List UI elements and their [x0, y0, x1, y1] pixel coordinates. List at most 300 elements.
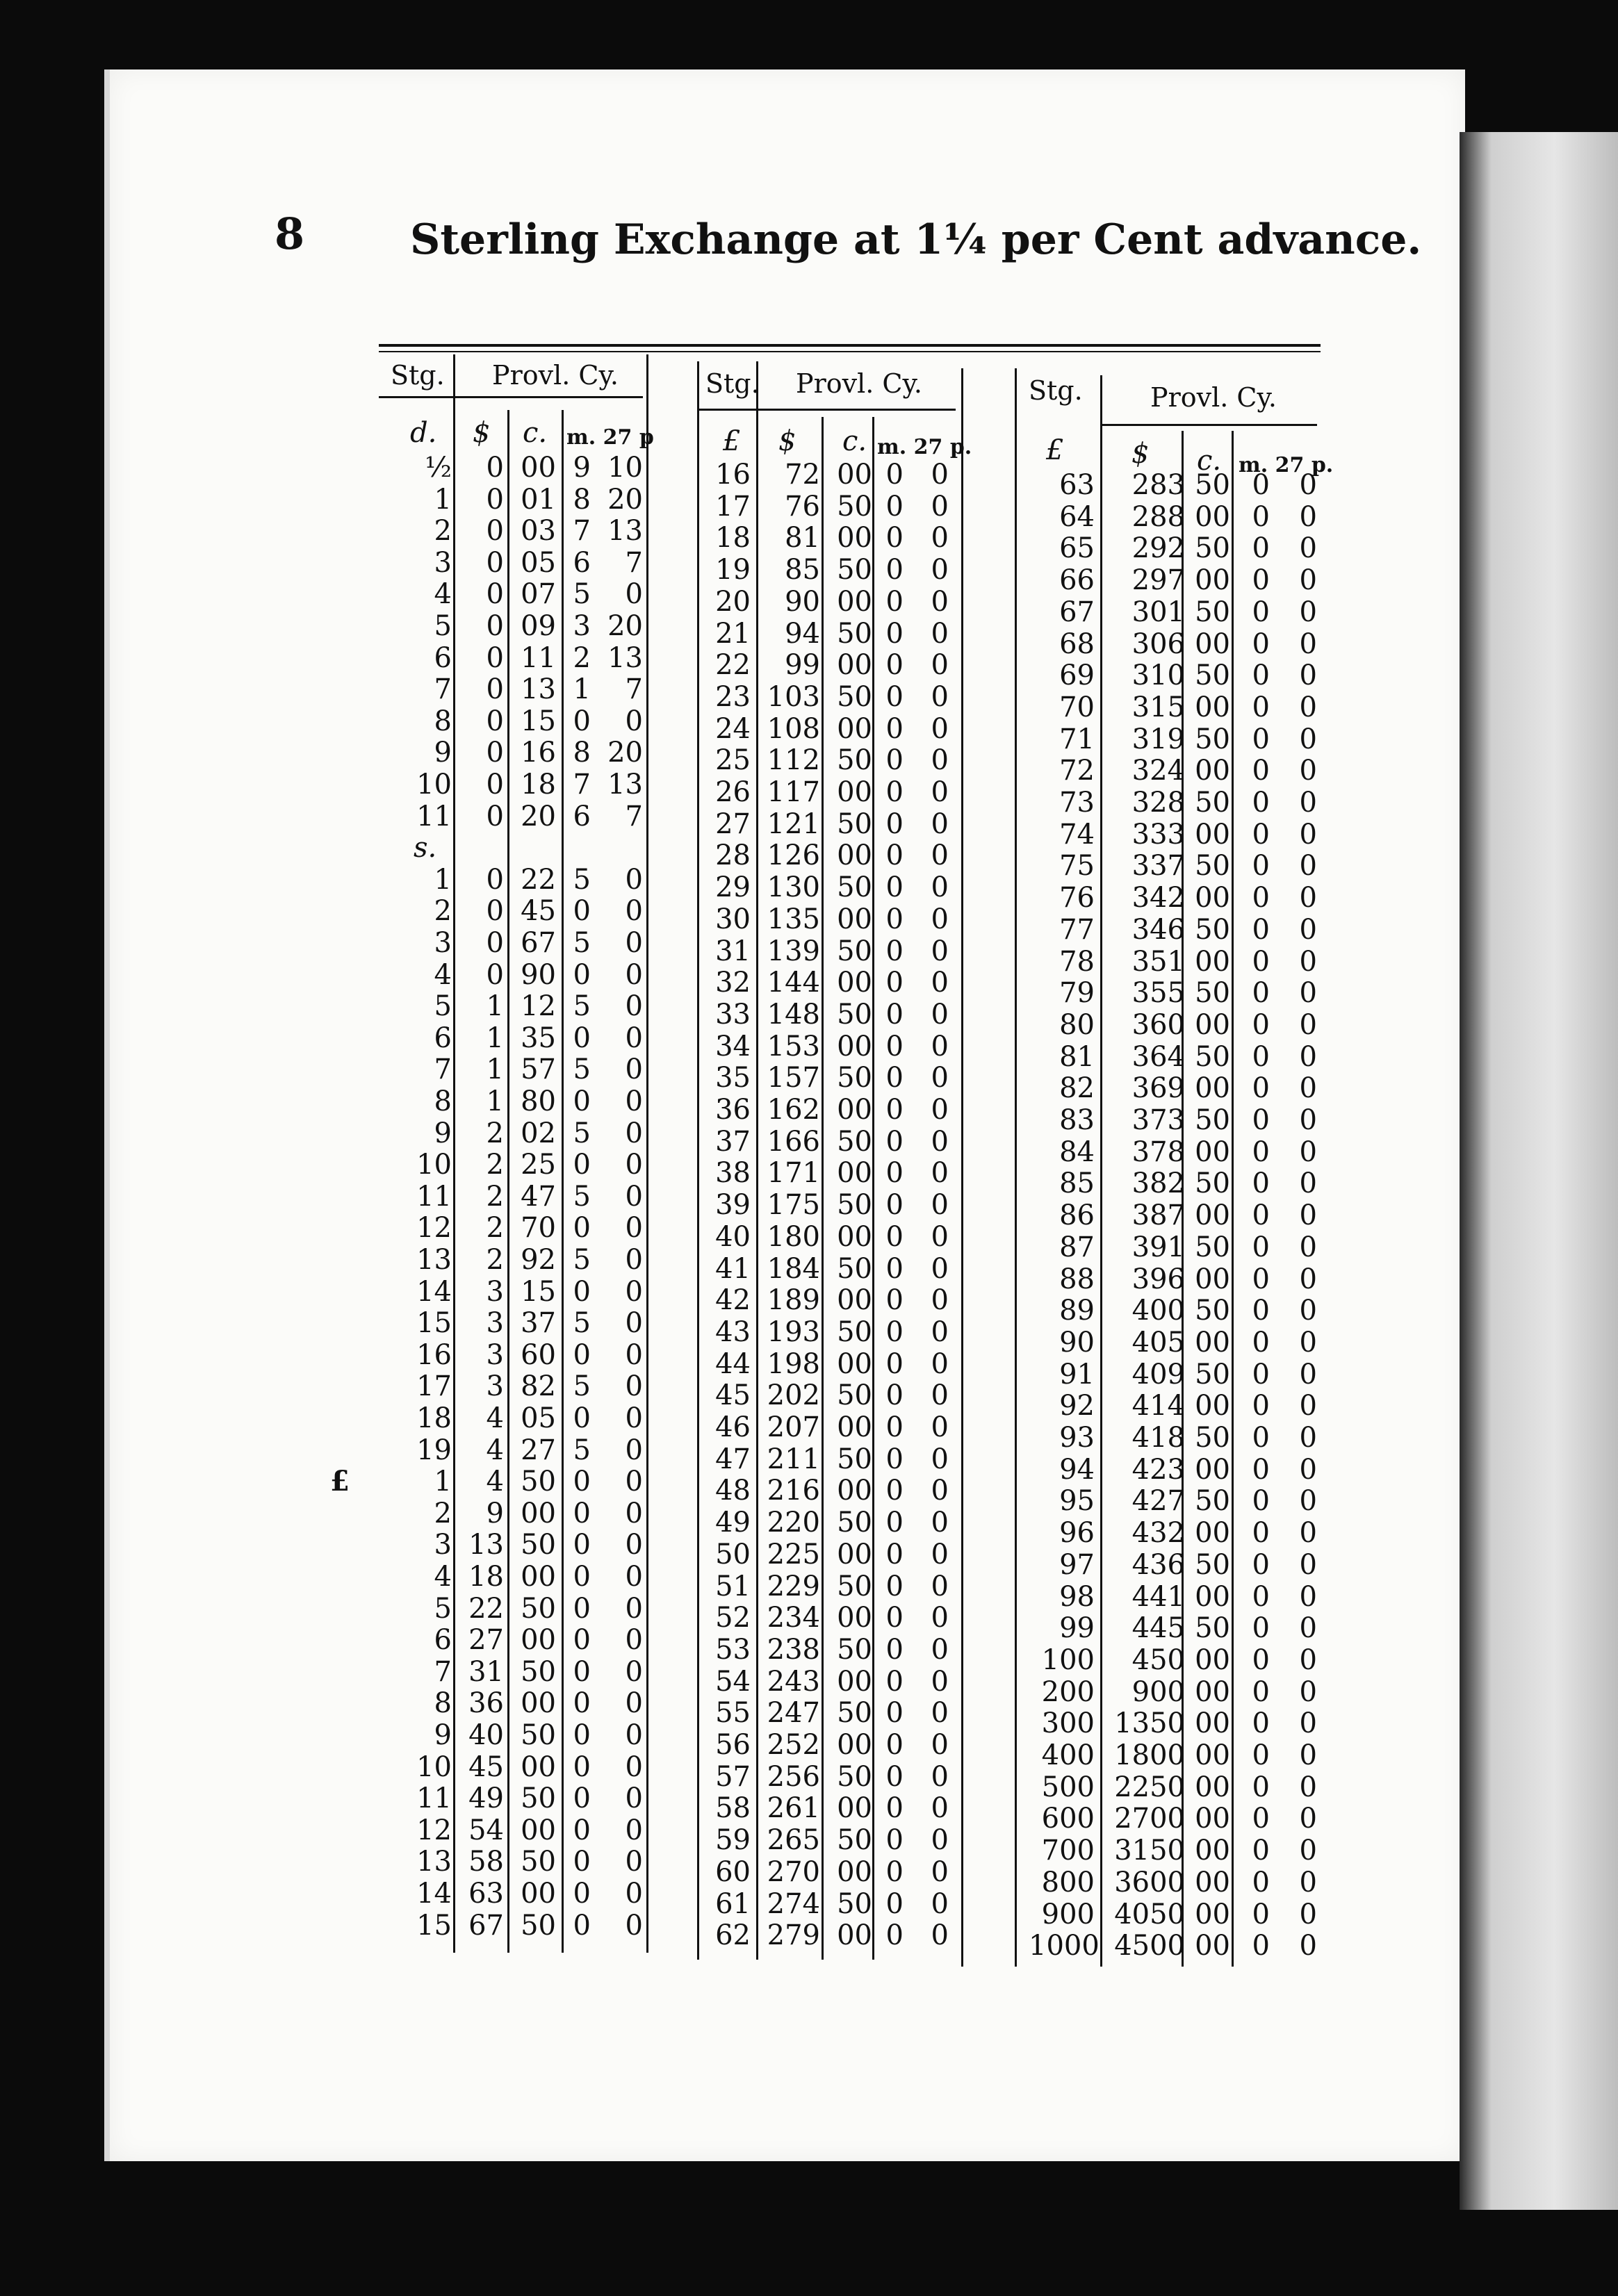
dollars-value: 63	[468, 1878, 504, 1910]
pence-value: 0	[625, 927, 643, 959]
mills-value: 0	[885, 1602, 904, 1634]
col2-header-rule	[698, 409, 956, 411]
pence-value: 0	[931, 459, 949, 491]
cents-value: 00	[1195, 1263, 1230, 1295]
dollars-value: 427	[1131, 1485, 1185, 1518]
pence-value: 0	[625, 1466, 643, 1498]
stg-value: 89	[1059, 1295, 1095, 1327]
pence-value: 0	[931, 1570, 949, 1602]
mills-value: 0	[1252, 945, 1270, 978]
stg-value: 16	[416, 1338, 452, 1371]
mills-value: 0	[885, 1443, 904, 1475]
pence-value: 0	[931, 1760, 949, 1793]
mills-value: 0	[573, 1750, 591, 1783]
dollars-value: 58	[468, 1846, 504, 1878]
mills-value: 0	[1252, 1231, 1270, 1263]
dollars-value: 0	[486, 705, 504, 737]
table-row	[379, 1910, 650, 1942]
pence-value: 0	[625, 578, 643, 611]
mills-value: 0	[885, 967, 904, 999]
cents-value: 20	[521, 800, 556, 833]
pence-value: 0	[625, 1180, 643, 1213]
pence-value: 0	[1299, 1104, 1317, 1136]
dollars-value: 0	[486, 515, 504, 548]
stg-value: 30	[715, 903, 751, 935]
table-row	[379, 705, 650, 737]
pence-value: 0	[625, 1878, 643, 1910]
dollars-value: 261	[767, 1792, 820, 1825]
pence-value: 7	[625, 673, 643, 706]
mills-value: 0	[885, 1507, 904, 1539]
cents-value: 00	[1195, 945, 1230, 978]
mills-value: 0	[1252, 1517, 1270, 1550]
col2-provl-header: Provl. Cy.	[796, 368, 922, 399]
dollars-value: 0	[486, 483, 504, 516]
cents-value: 00	[1195, 1453, 1230, 1486]
stg-value: 19	[715, 554, 751, 587]
mills-value: 0	[1252, 691, 1270, 723]
pence-value: 0	[1299, 1612, 1317, 1645]
column-1-table	[330, 452, 650, 1946]
mills-value: 0	[885, 839, 904, 872]
stg-value: 60	[715, 1855, 751, 1888]
stg-value: ½	[425, 452, 452, 484]
cents-value: 50	[1195, 1167, 1230, 1200]
stg-value: 78	[1059, 945, 1095, 978]
dollars-value: 189	[767, 1284, 820, 1317]
pence-value: 0	[931, 1030, 949, 1063]
table-row	[698, 1221, 963, 1253]
pence-value: 0	[931, 744, 949, 777]
dollars-value: 67	[468, 1909, 504, 1942]
cents-value: 00	[1195, 1675, 1230, 1708]
stg-value: 40	[715, 1220, 751, 1253]
table-row	[698, 967, 963, 999]
dollars-value: 49	[468, 1782, 504, 1815]
mills-value: 0	[885, 1252, 904, 1285]
pence-value: 0	[625, 1687, 643, 1720]
mills-value: 5	[573, 1307, 591, 1340]
dollars-value: 18	[468, 1561, 504, 1593]
cents-value: 00	[1195, 628, 1230, 660]
dollars-value: 4	[486, 1434, 504, 1466]
dollars-value: 22	[468, 1592, 504, 1625]
dollars-value: 126	[767, 839, 820, 872]
cents-value: 18	[521, 769, 556, 801]
table-row	[379, 1687, 650, 1719]
mills-value: 0	[1252, 1072, 1270, 1105]
cents-value: 00	[837, 1538, 872, 1571]
table-row	[379, 1782, 650, 1814]
stg-value: 7	[434, 1053, 452, 1086]
dollars-value: 40	[468, 1719, 504, 1751]
dollars-value: 3600	[1114, 1866, 1185, 1899]
pence-value: 0	[931, 839, 949, 872]
pence-value: 0	[625, 1212, 643, 1245]
mills-value: 0	[573, 1529, 591, 1561]
stg-value: 74	[1059, 818, 1095, 851]
cents-value: 50	[837, 490, 872, 523]
table-row	[1015, 1930, 1321, 1962]
stg-value: 50	[715, 1538, 751, 1571]
mills-value: 0	[573, 1497, 591, 1530]
dollars-value: 85	[785, 554, 820, 587]
mills-value: 0	[885, 1760, 904, 1793]
stg-value: 11	[416, 1180, 452, 1213]
table-row	[379, 927, 650, 959]
table-row	[379, 1212, 650, 1244]
stg-value: 69	[1059, 659, 1095, 692]
dollars-value: 0	[486, 578, 504, 611]
table-row	[379, 959, 650, 991]
stg-value: 23	[715, 680, 751, 713]
dollars-value: 112	[767, 744, 820, 777]
stg-value: 4	[434, 958, 452, 991]
dollars-value: 0	[486, 673, 504, 706]
stg-value: 77	[1059, 913, 1095, 946]
cents-value: 50	[1195, 913, 1230, 946]
dollars-value: 324	[1131, 755, 1185, 787]
shillings-label-text: s.	[414, 832, 437, 864]
stg-value: 11	[416, 800, 452, 833]
cents-value: 00	[521, 1878, 556, 1910]
cents-value: 00	[521, 452, 556, 484]
stg-value: 94	[1059, 1453, 1095, 1486]
cents-value: 00	[1195, 1835, 1230, 1867]
cents-value: 00	[837, 776, 872, 808]
cents-value: 00	[1195, 1739, 1230, 1771]
table-row	[379, 1529, 650, 1561]
cents-value: 00	[1195, 1008, 1230, 1041]
mills-value: 0	[885, 1157, 904, 1190]
pence-value: 0	[931, 1538, 949, 1571]
table-row	[379, 801, 650, 833]
table-row	[1015, 819, 1321, 851]
dollars-value: 265	[767, 1824, 820, 1857]
dollars-value: 2700	[1114, 1803, 1185, 1835]
cents-value: 47	[521, 1180, 556, 1213]
mills-value: 0	[573, 1592, 591, 1625]
cents-value: 00	[1195, 1771, 1230, 1803]
table-row	[379, 484, 650, 516]
pence-value: 0	[1299, 1803, 1317, 1835]
stg-value: 17	[715, 490, 751, 523]
mills-value: 0	[1252, 1643, 1270, 1676]
dollars-value: 103	[767, 680, 820, 713]
stg-value: 4	[434, 578, 452, 611]
table-row	[379, 1307, 650, 1339]
pence-value: 0	[931, 1157, 949, 1190]
dollars-value: 369	[1131, 1072, 1185, 1105]
table-row	[698, 1507, 963, 1539]
dollars-value: 207	[767, 1411, 820, 1443]
pence-value: 0	[1299, 977, 1317, 1010]
stg-value: 99	[1059, 1612, 1095, 1645]
cents-value: 00	[1195, 1135, 1230, 1168]
table-row	[379, 1656, 650, 1688]
cents-value: 25	[521, 1149, 556, 1181]
mills-value: 9	[573, 452, 591, 484]
cents-value: 50	[837, 935, 872, 967]
mills-value: 0	[885, 1570, 904, 1602]
pence-value: 0	[1299, 1580, 1317, 1613]
stg-value: 100	[1041, 1643, 1095, 1676]
table-row	[379, 1434, 650, 1466]
mills-value: 0	[1252, 850, 1270, 883]
table-row	[1015, 787, 1321, 819]
mills-value: 0	[573, 1149, 591, 1181]
pence-value: 0	[1299, 787, 1317, 819]
table-row	[379, 990, 650, 1022]
cents-value: 50	[1195, 1485, 1230, 1518]
dollars-value: 405	[1131, 1326, 1185, 1359]
table-row	[1015, 1199, 1321, 1231]
cents-value: 82	[521, 1370, 556, 1403]
table-row	[379, 769, 650, 801]
table-row	[698, 1602, 963, 1634]
cents-value: 15	[521, 705, 556, 737]
stg-value: 500	[1041, 1771, 1095, 1803]
dollars-value: 157	[767, 1062, 820, 1094]
mills-value: 0	[573, 1909, 591, 1942]
table-row	[698, 839, 963, 871]
cents-value: 09	[521, 610, 556, 642]
mills-value: 0	[573, 1687, 591, 1720]
cents-value: 16	[521, 737, 556, 769]
stg-value: 700	[1041, 1835, 1095, 1867]
dollars-value: 166	[767, 1125, 820, 1158]
mills-value: 0	[573, 1624, 591, 1657]
table-row	[1015, 977, 1321, 1009]
mills-value: 0	[1252, 1167, 1270, 1200]
mills-value: 0	[1252, 1263, 1270, 1295]
stg-value: 20	[715, 585, 751, 618]
table-row	[698, 935, 963, 967]
mills-value: 0	[1252, 1866, 1270, 1899]
stg-value: 25	[715, 744, 751, 777]
pence-value: 20	[607, 737, 643, 769]
table-row	[379, 1466, 650, 1498]
pence-value: 0	[1299, 1675, 1317, 1708]
table-row	[698, 1062, 963, 1094]
cents-value: 50	[837, 744, 872, 777]
cents-value: 50	[1195, 532, 1230, 565]
stg-value: 6	[434, 641, 452, 674]
stg-value: 55	[715, 1697, 751, 1730]
dollars-value: 328	[1131, 787, 1185, 819]
cents-value: 50	[837, 680, 872, 713]
dollars-value: 351	[1131, 945, 1185, 978]
dollars-value: 450	[1131, 1643, 1185, 1676]
table-row	[379, 1751, 650, 1783]
dollars-value: 360	[1131, 1008, 1185, 1041]
dollars-value: 2	[486, 1212, 504, 1245]
mills-value: 0	[885, 1697, 904, 1730]
table-row	[698, 871, 963, 903]
stg-value: 10	[416, 1750, 452, 1783]
table-row	[379, 1085, 650, 1117]
dollars-value: 279	[767, 1919, 820, 1952]
pence-value: 0	[625, 1529, 643, 1561]
dollars-value: 1350	[1114, 1707, 1185, 1740]
book-spine	[1460, 132, 1618, 2210]
cents-value: 50	[1195, 596, 1230, 628]
table-row	[698, 1094, 963, 1126]
cents-value: 50	[1195, 1358, 1230, 1391]
mills-value: 0	[885, 1538, 904, 1571]
dollars-value: 414	[1131, 1390, 1185, 1422]
pence-value: 0	[1299, 1390, 1317, 1422]
pence-value: 0	[931, 680, 949, 713]
cents-value: 00	[1195, 1580, 1230, 1613]
table-row	[1015, 1327, 1321, 1359]
stg-value: 83	[1059, 1104, 1095, 1136]
pence-value: 0	[931, 1252, 949, 1285]
mills-value: 0	[885, 903, 904, 935]
dollars-value: 256	[767, 1760, 820, 1793]
pence-value: 0	[625, 1592, 643, 1625]
dollars-value: 288	[1131, 500, 1185, 533]
table-row	[698, 491, 963, 523]
dollars-value: 400	[1131, 1295, 1185, 1327]
table-row	[379, 1022, 650, 1054]
mills-value: 0	[885, 617, 904, 650]
stg-value: 16	[715, 459, 751, 491]
dollars-value: 432	[1131, 1517, 1185, 1550]
dollars-value: 220	[767, 1507, 820, 1539]
col3-header-rule	[1102, 424, 1317, 426]
stg-value: 18	[715, 522, 751, 555]
dollars-value: 0	[486, 769, 504, 801]
stg-value: 33	[715, 998, 751, 1031]
pence-value: 0	[1299, 1326, 1317, 1359]
mills-value: 0	[1252, 1675, 1270, 1708]
dollars-value: 297	[1131, 564, 1185, 597]
table-row	[1015, 469, 1321, 501]
stg-value: 85	[1059, 1167, 1095, 1200]
col3-sub-mills: m. 27 p.	[1239, 453, 1334, 477]
cents-value: 50	[837, 1570, 872, 1602]
cents-value: 37	[521, 1307, 556, 1340]
dollars-value: 0	[486, 641, 504, 674]
table-row	[698, 1856, 963, 1888]
cents-value: 11	[521, 641, 556, 674]
mills-value: 0	[573, 1022, 591, 1054]
stg-value: 64	[1059, 500, 1095, 533]
mills-value: 0	[1252, 1707, 1270, 1740]
stg-value: 87	[1059, 1231, 1095, 1263]
stg-value: 5	[434, 610, 452, 642]
mills-value: 0	[1252, 469, 1270, 501]
table-row	[379, 1593, 650, 1625]
mills-value: 0	[1252, 1739, 1270, 1771]
pence-value: 0	[1299, 659, 1317, 692]
pence-value: 0	[1299, 1167, 1317, 1200]
mills-value: 0	[885, 1094, 904, 1126]
mills-value: 0	[573, 1719, 591, 1751]
title-rule-top	[379, 344, 1321, 347]
stg-value: 31	[715, 935, 751, 967]
stg-value: 43	[715, 1315, 751, 1348]
mills-value: 0	[573, 1846, 591, 1878]
mills-value: 0	[1252, 1771, 1270, 1803]
pence-value: 0	[1299, 1643, 1317, 1676]
cents-value: 00	[837, 1792, 872, 1825]
table-row	[1015, 1167, 1321, 1199]
mills-value: 0	[1252, 977, 1270, 1010]
table-row	[698, 1697, 963, 1729]
pence-value: 0	[1299, 1199, 1317, 1232]
pence-value: 0	[931, 1189, 949, 1222]
cents-value: 05	[521, 546, 556, 579]
table-row	[698, 999, 963, 1031]
dollars-value: 3	[486, 1275, 504, 1308]
pence-value: 0	[931, 1411, 949, 1443]
table-row	[379, 1498, 650, 1530]
mills-value: 0	[1252, 1135, 1270, 1168]
dollars-value: 2	[486, 1180, 504, 1213]
dollars-value: 333	[1131, 818, 1185, 851]
pence-value: 0	[1299, 1358, 1317, 1391]
dollars-value: 0	[486, 927, 504, 959]
pence-value: 13	[607, 515, 643, 548]
dollars-value: 211	[767, 1443, 820, 1475]
cents-value: 00	[837, 1729, 872, 1761]
stg-value: 9	[434, 1719, 452, 1751]
table-row	[379, 1370, 650, 1402]
stg-value: 13	[416, 1244, 452, 1276]
stg-value: 88	[1059, 1263, 1095, 1295]
pence-value: 0	[1299, 723, 1317, 755]
mills-value: 0	[1252, 1548, 1270, 1581]
pence-value: 0	[931, 490, 949, 523]
table-row	[1015, 1517, 1321, 1549]
stg-value: 44	[715, 1347, 751, 1380]
table-row	[1015, 659, 1321, 691]
mills-value: 0	[1252, 659, 1270, 692]
stg-value: 96	[1059, 1517, 1095, 1550]
stg-value: 80	[1059, 1008, 1095, 1041]
stg-value: 6	[434, 1022, 452, 1054]
dollars-value: 292	[1131, 532, 1185, 565]
cents-value: 50	[837, 1443, 872, 1475]
cents-value: 00	[1195, 500, 1230, 533]
pence-value: 0	[1299, 596, 1317, 628]
pence-value: 0	[1299, 1295, 1317, 1327]
cents-value: 50	[1195, 1040, 1230, 1073]
table-row	[379, 452, 650, 484]
table-row	[1015, 1612, 1321, 1644]
cents-value: 00	[837, 649, 872, 682]
mills-value: 0	[885, 1125, 904, 1158]
mills-value: 0	[885, 459, 904, 491]
cents-value: 50	[1195, 659, 1230, 692]
pence-value: 0	[1299, 469, 1317, 501]
mills-value: 0	[573, 1814, 591, 1846]
table-row	[379, 1053, 650, 1085]
cents-value: 00	[521, 1561, 556, 1593]
pence-value: 0	[625, 1497, 643, 1530]
table-row	[379, 1181, 650, 1213]
stg-value: 59	[715, 1824, 751, 1857]
mills-value: 0	[573, 1212, 591, 1245]
stg-value: 42	[715, 1284, 751, 1317]
table-row	[379, 673, 650, 705]
stg-value: 15	[416, 1307, 452, 1340]
table-row	[698, 1031, 963, 1063]
dollars-value: 162	[767, 1094, 820, 1126]
stg-value: 97	[1059, 1548, 1095, 1581]
